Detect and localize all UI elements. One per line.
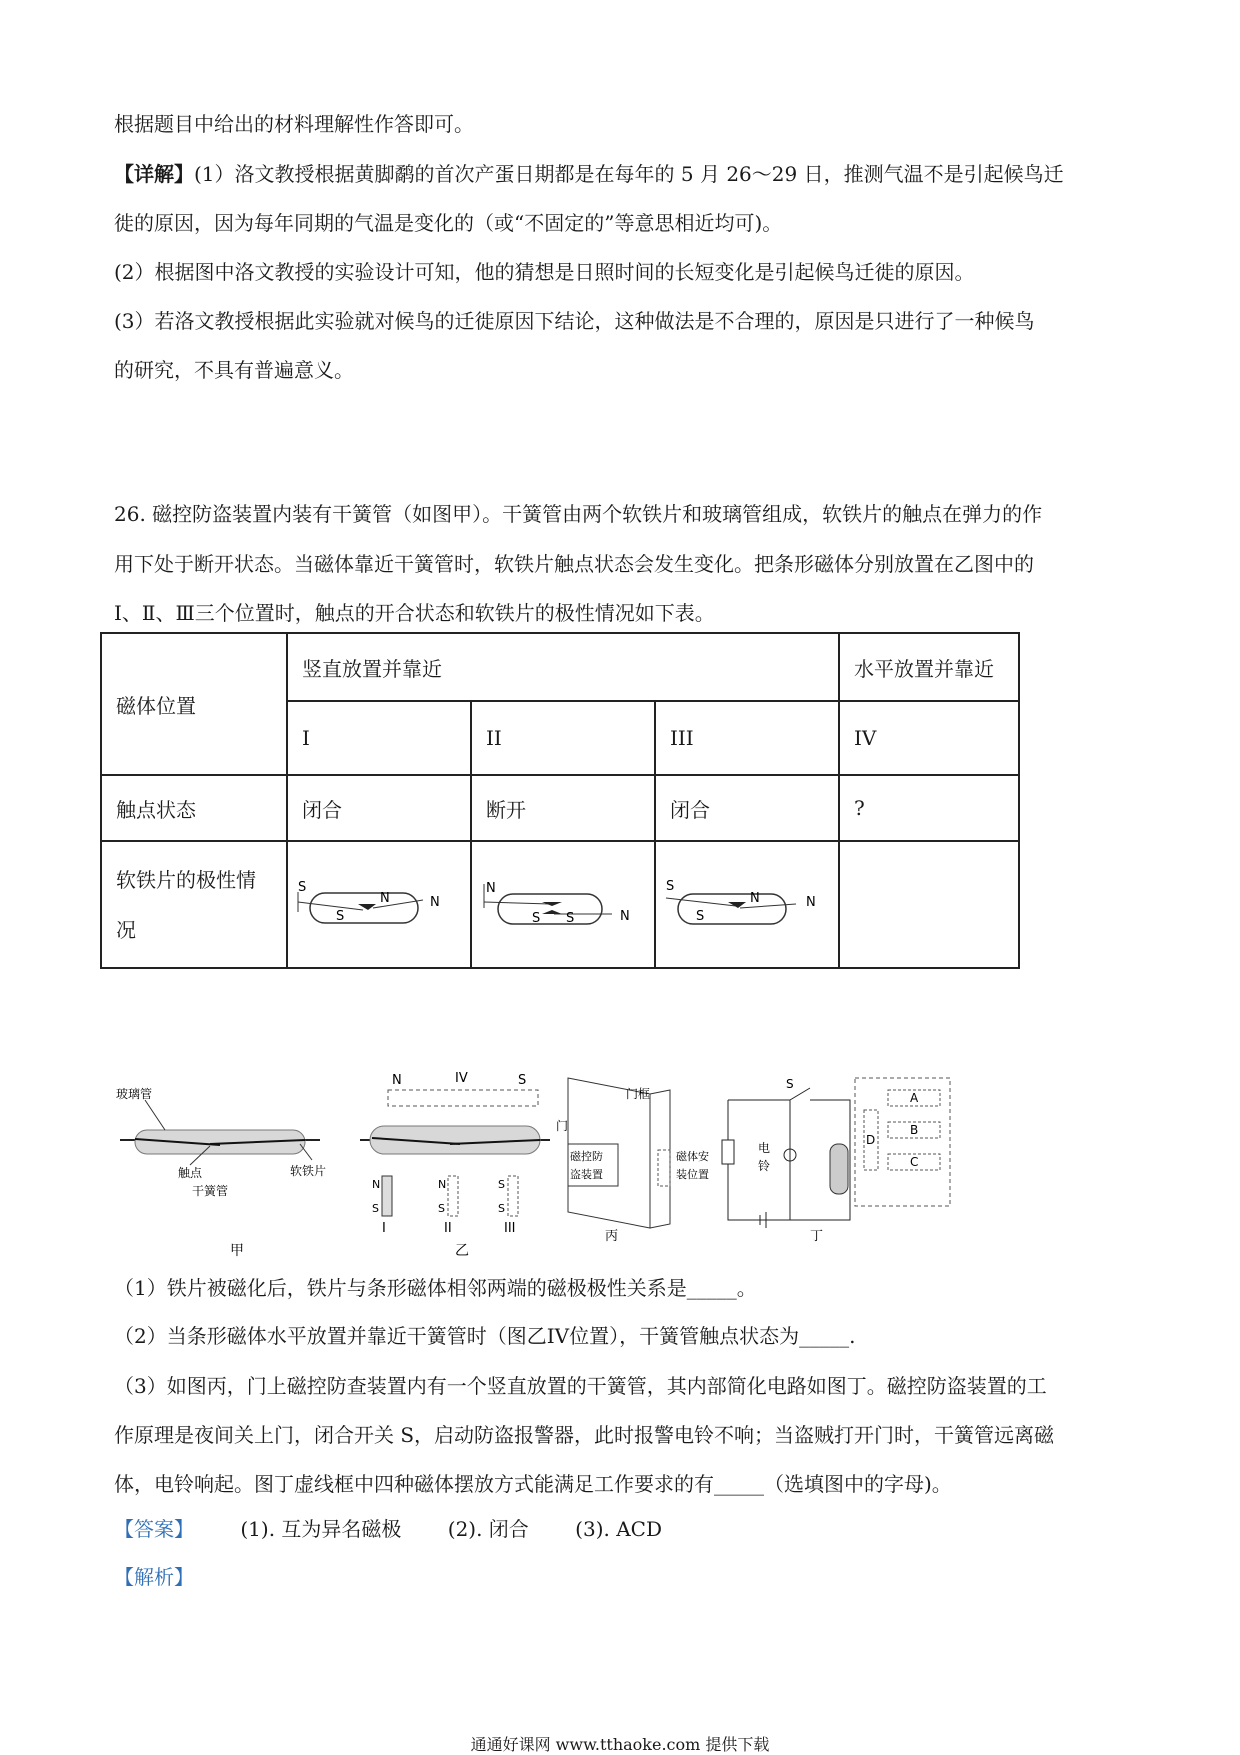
label-pos2: II	[444, 1221, 452, 1236]
question-line: Ⅰ、Ⅱ、Ⅲ三个位置时，触点的开合状态和软铁片的极性情况如下表。	[114, 601, 715, 625]
svg-text:S: S	[372, 1202, 379, 1215]
header-polarity: 软铁片的极性情况	[101, 841, 287, 968]
svg-text:N: N	[750, 891, 760, 906]
label-yi-iv: IV	[455, 1071, 468, 1086]
figure-bing	[556, 1078, 709, 1244]
caption-ding: 丁	[810, 1229, 824, 1244]
resistor-icon	[722, 1140, 734, 1164]
position-cell: III	[655, 701, 839, 775]
subquestion-3-line: 体，电铃响起。图丁虚线框中四种磁体摆放方式能满足工作要求的有_____（选填图中的字母)。	[114, 1472, 952, 1496]
svg-text:S: S	[532, 911, 541, 926]
contact-cell: 闭合	[287, 775, 471, 841]
contact-cell: ?	[839, 775, 1019, 841]
figure-ding	[722, 1077, 950, 1244]
svg-text:S: S	[438, 1202, 445, 1215]
svg-text:S: S	[666, 879, 675, 894]
label-box-c: C	[910, 1155, 919, 1169]
svg-text:S: S	[336, 909, 345, 924]
label-magnet-2: 装位置	[676, 1168, 709, 1181]
contact-cell: 闭合	[655, 775, 839, 841]
polarity-cell-1	[287, 841, 471, 968]
svg-text:N: N	[430, 895, 440, 910]
header-vertical: 竖直放置并靠近	[287, 633, 839, 701]
position-cell: I	[287, 701, 471, 775]
text-line: (2）根据图中洛文教授的实验设计可知，他的猜想是日照时间的长短变化是引起候鸟迁徙的原因。	[114, 260, 975, 284]
subquestion-1: （1）铁片被磁化后，铁片与条形磁体相邻两端的磁极极性关系是_____。	[114, 1276, 757, 1300]
svg-text:S: S	[566, 911, 575, 926]
analysis-label: 【解析】	[114, 1565, 194, 1589]
magnet-i	[382, 1176, 392, 1216]
answer-line	[114, 1513, 662, 1542]
reed-polarity-icon	[472, 842, 652, 962]
magnet-iv	[388, 1090, 538, 1106]
figure-yi	[360, 1071, 550, 1259]
magnet-iii	[508, 1176, 518, 1216]
label-box-a: A	[910, 1091, 919, 1105]
header-horizontal: 水平放置并靠近	[839, 633, 1019, 701]
reed-polarity-icon	[656, 842, 836, 962]
reed-switch-icon	[830, 1144, 848, 1194]
label-bell-2: 铃	[758, 1159, 771, 1173]
text-line: 徙的原因，因为每年同期的气温是变化的（或“不固定的”等意思相近均可)。	[114, 211, 783, 235]
text-line: 的研究，不具有普遍意义。	[114, 358, 354, 382]
label-box-d: D	[866, 1133, 876, 1147]
answer-3: (3). ACD	[575, 1517, 662, 1541]
label-door: 门	[556, 1119, 569, 1133]
svg-text:S: S	[298, 880, 307, 895]
label-reed-switch: 干簧管	[192, 1184, 229, 1198]
question-line: 用下处于断开状态。当磁体靠近干簧管时，软铁片触点状态会发生变化。把条形磁体分别放置在乙图中的	[114, 552, 1034, 576]
label-magnet-1: 磁体安	[676, 1150, 709, 1163]
label-contact: 触点	[178, 1166, 203, 1180]
apparatus-figure	[110, 1060, 960, 1260]
header-contact: 触点状态	[101, 775, 287, 841]
contact-cell: 断开	[471, 775, 655, 841]
magnet-ii	[448, 1176, 458, 1216]
polarity-cell-4	[839, 841, 1019, 968]
text-line: 根据题目中给出的材料理解性作答即可。	[114, 112, 474, 136]
svg-text:N: N	[438, 1178, 447, 1191]
label-device-1: 磁控防	[570, 1150, 603, 1163]
label-soft-iron: 软铁片	[290, 1164, 327, 1178]
caption-bing: 丙	[605, 1229, 619, 1244]
label-glass-tube: 玻璃管	[116, 1087, 153, 1101]
svg-text:N: N	[806, 895, 816, 910]
magnet-table	[100, 632, 1020, 969]
detail-tag: 【详解】	[114, 162, 194, 186]
position-cell: IV	[839, 701, 1019, 775]
label-pos3: III	[504, 1221, 516, 1236]
caption-jia: 甲	[230, 1243, 244, 1259]
svg-text:S: S	[498, 1202, 505, 1215]
subquestion-3-line: （3）如图丙，门上磁控防查装置内有一个竖直放置的干簧管，其内部简化电路如图丁。磁控防盗装置的工	[114, 1374, 1047, 1398]
label-bell-1: 电	[758, 1141, 771, 1155]
svg-text:N: N	[620, 909, 630, 924]
answer-1: (1). 互为异名磁极	[240, 1517, 402, 1541]
subquestion-3-line: 作原理是夜间关上门，闭合开关 S，启动防盗报警器，此时报警电铃不响；当盗贼打开门时，干簧管远离磁	[114, 1423, 1055, 1447]
text-line: (3）若洛文教授根据此实验就对候鸟的迁徙原因下结论，这种做法是不合理的，原因是只进行了一种候鸟	[114, 309, 1035, 333]
reed-polarity-icon	[288, 842, 468, 962]
caption-yi: 乙	[455, 1243, 469, 1259]
label-pos1: I	[382, 1221, 386, 1236]
svg-text:N: N	[372, 1178, 381, 1191]
label-device-2: 盗装置	[570, 1168, 603, 1181]
answer-label: 【答案】	[114, 1517, 194, 1541]
label-yi-s: S	[518, 1073, 527, 1088]
text-segment: (1）洛文教授根据黄脚鹬的首次产蛋日期都是在每年的 5 月 26～29 日，推测气温不是引起候鸟迁	[194, 162, 1064, 186]
header-position: 磁体位置	[101, 633, 287, 775]
question-line: 26. 磁控防盗装置内装有干簧管（如图甲）。干簧管由两个软铁片和玻璃管组成，软铁片的触点在弹力的作	[114, 502, 1043, 526]
page-footer: 通通好课网 www.tthaoke.com 提供下载	[470, 1735, 770, 1754]
svg-text:S: S	[498, 1178, 505, 1191]
position-cell: II	[471, 701, 655, 775]
svg-text:S: S	[696, 909, 705, 924]
label-door-frame: 门框	[626, 1087, 651, 1101]
label-switch: S	[786, 1077, 794, 1091]
text-line	[114, 158, 1064, 187]
subquestion-2: （2）当条形磁体水平放置并靠近干簧管时（图乙IV位置），干簧管触点状态为_____.	[114, 1324, 856, 1348]
label-yi-n: N	[392, 1073, 402, 1088]
svg-text:N: N	[486, 881, 496, 896]
polarity-cell-3	[655, 841, 839, 968]
svg-text:N: N	[380, 891, 390, 906]
figure-jia	[116, 1086, 326, 1259]
answer-2: (2). 闭合	[447, 1517, 529, 1541]
label-box-b: B	[910, 1123, 919, 1137]
polarity-cell-2	[471, 841, 655, 968]
